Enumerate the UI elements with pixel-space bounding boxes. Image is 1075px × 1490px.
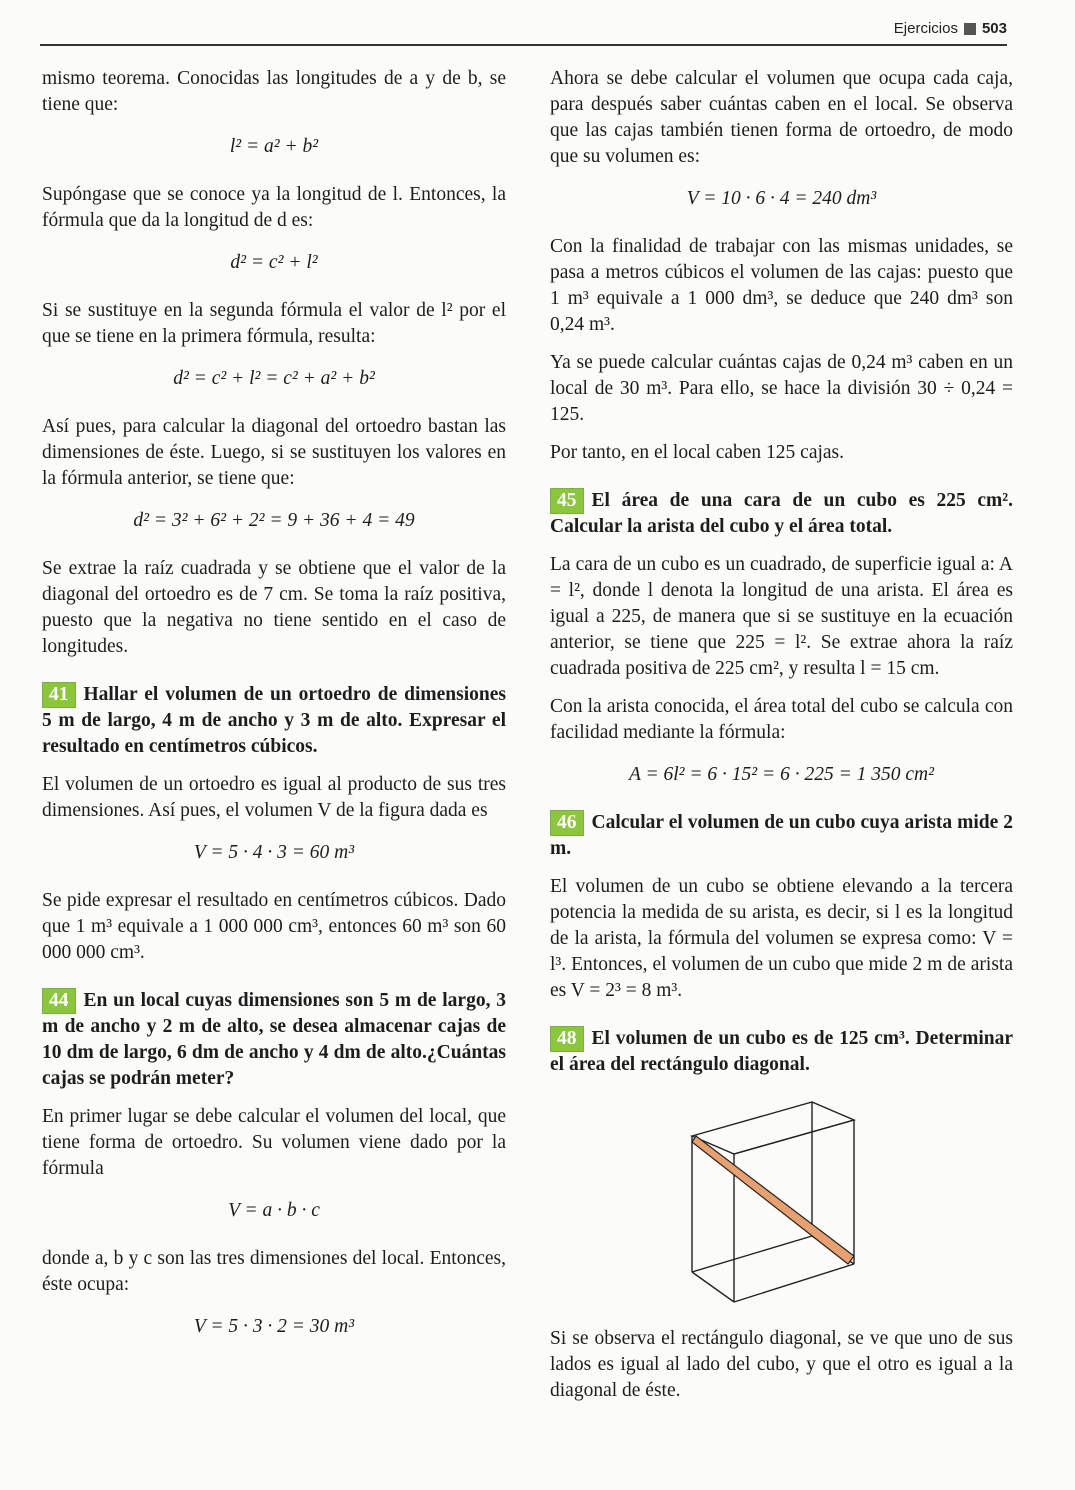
cube-edge xyxy=(734,1264,854,1302)
cube-diagonal-figure xyxy=(682,1096,882,1306)
paragraph: mismo teorema. Conocidas las longitudes de a y de b, se tiene que: xyxy=(42,68,506,115)
equation: d² = 3² + 6² + 2² = 9 + 36 + 4 = 49 xyxy=(133,510,415,531)
paragraph: Se extrae la raíz cuadrada y se obtiene que el valor de la diagonal del ortoedro es de 7 cm. Se toma la raíz positiva, puesto que la negativa no tiene sentido en el caso de longitudes. xyxy=(42,558,506,657)
exercise-number-badge: 41 xyxy=(42,682,76,708)
right-column xyxy=(550,66,1013,1416)
exercise-number-badge: 48 xyxy=(550,1026,584,1052)
exercise-number-badge: 44 xyxy=(42,988,76,1014)
paragraph: donde a, b y c son las tres dimensiones del local. Entonces, éste ocupa: xyxy=(42,1248,506,1295)
page-number: 503 xyxy=(981,20,1007,37)
equation: d² = c² + l² = c² + a² + b² xyxy=(173,368,375,389)
equation: V = 10 · 6 · 4 = 240 dm³ xyxy=(686,188,877,209)
exercise-text: Hallar el volumen de un ortoedro de dimensiones 5 m de largo, 4 m de ancho y 3 m de alto. Expresar el resultado en centímetros cúbicos. xyxy=(42,684,506,757)
paragraph: Ahora se debe calcular el volumen que ocupa cada caja, para después saber cuántas caben en el local. Se observa que las cajas también tienen forma de ortoedro, de modo que su volumen es: xyxy=(550,68,1013,167)
exercise-48-statement xyxy=(550,1026,1013,1078)
exercise-44-statement xyxy=(42,988,506,1092)
paragraph: Supóngase que se conoce ya la longitud de l. Entonces, la fórmula que da la longitud de d es: xyxy=(42,184,506,231)
section-title: Ejercicios xyxy=(893,20,958,37)
cube-top-face xyxy=(692,1102,854,1154)
diagonal-rectangle xyxy=(692,1136,854,1264)
exercise-number-badge: 45 xyxy=(550,488,584,514)
paragraph: El volumen de un cubo se obtiene elevando a la tercera potencia la medida de su arista, es decir, si l es la longitud de la arista, la fórmula del volumen se expresa como: V = l³. Entonces, el volumen de un cubo que mide 2 m de arista es V = 2³ = 8 m³. xyxy=(550,876,1013,1001)
paragraph: Si se observa el rectángulo diagonal, se ve que uno de sus lados es igual al lado del cubo, y que el otro es igual a la diagonal de éste. xyxy=(550,1328,1013,1401)
exercise-45-statement xyxy=(550,488,1013,540)
page-header xyxy=(894,20,1007,37)
paragraph: Así pues, para calcular la diagonal del ortoedro bastan las dimensiones de éste. Luego, si se sustituyen los valores en la fórmula anterior, se tiene que: xyxy=(42,416,506,489)
equation: V = 5 · 3 · 2 = 30 m³ xyxy=(193,1316,355,1337)
paragraph: El volumen de un ortoedro es igual al producto de sus tres dimensiones. Así pues, el volumen V de la figura dada es xyxy=(42,774,506,821)
equation: A = 6l² = 6 · 15² = 6 · 225 = 1 350 cm² xyxy=(629,764,934,785)
exercise-46-statement xyxy=(550,810,1013,862)
paragraph: Con la finalidad de trabajar con las mismas unidades, se pasa a metros cúbicos el volumen de las cajas: puesto que 1 m³ equivale a 1 000 dm³, se deduce que 240 dm³ son 0,24 m³. xyxy=(550,236,1013,335)
exercise-text: En un local cuyas dimensiones son 5 m de largo, 3 m de ancho y 2 m de alto, se desea almacenar cajas de 10 dm de largo, 6 dm de ancho y 4 dm de alto.¿Cuántas cajas se podrán meter? xyxy=(42,990,506,1089)
exercise-text: El volumen de un cubo es de 125 cm³. Determinar el área del rectángulo diagonal. xyxy=(550,1028,1013,1075)
left-column xyxy=(42,66,506,1362)
paragraph: La cara de un cubo es un cuadrado, de superficie igual a: A = l², donde l denota la longitud de una arista. El área es igual a 225, de manera que si se sustituye en la ecuación anterior, se tiene que 225 = l². Se extrae ahora la raíz cuadrada positiva de 225 cm², y resulta l = 15 cm. xyxy=(550,554,1013,679)
paragraph: Con la arista conocida, el área total del cubo se calcula con facilidad mediante la fórmula: xyxy=(550,696,1013,743)
exercise-text: El área de una cara de un cubo es 225 cm². Calcular la arista del cubo y el área total. xyxy=(550,490,1013,537)
paragraph: Por tanto, en el local caben 125 cajas. xyxy=(550,442,845,463)
exercise-text: Calcular el volumen de un cubo cuya arista mide 2 m. xyxy=(550,812,1013,859)
cube-hidden-edge xyxy=(692,1236,812,1272)
equation: V = 5 · 4 · 3 = 60 m³ xyxy=(193,842,355,863)
exercise-41-statement xyxy=(42,682,506,760)
paragraph: Si se sustituye en la segunda fórmula el valor de l² por el que se tiene en la primera fórmula, resulta: xyxy=(42,300,506,347)
cube-edge xyxy=(692,1272,734,1302)
header-rule xyxy=(40,44,1007,46)
equation: V = a · b · c xyxy=(228,1200,320,1221)
square-bullet-icon xyxy=(964,23,976,35)
paragraph: Se pide expresar el resultado en centímetros cúbicos. Dado que 1 m³ equivale a 1 000 000 cm³, entonces 60 m³ son 60 000 000 cm³. xyxy=(42,890,506,963)
equation: l² = a² + b² xyxy=(229,136,319,157)
equation: d² = c² + l² xyxy=(230,252,318,273)
paragraph: En primer lugar se debe calcular el volumen del local, que tiene forma de ortoedro. Su volumen viene dado por la fórmula xyxy=(42,1106,506,1179)
exercise-number-badge: 46 xyxy=(550,810,584,836)
paragraph: Ya se puede calcular cuántas cajas de 0,24 m³ caben en un local de 30 m³. Para ello, se hace la división 30 ÷ 0,24 = 125. xyxy=(550,352,1013,425)
